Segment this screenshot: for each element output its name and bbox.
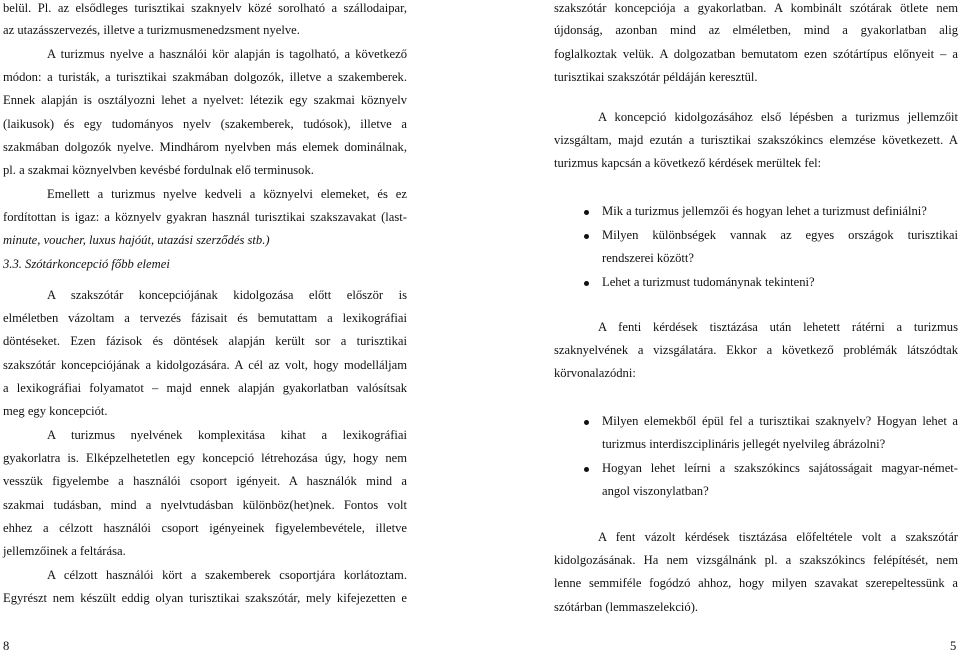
text-line: szakszótár koncepciója a gyakorlatban. A kombinált szótárak ötlete nem — [554, 1, 958, 15]
text-line: A szakszótár koncepciójának kidolgozása előtt először is — [47, 288, 407, 302]
text-line: ehhez a célzott használói csoport igényeinek figyelembevétele, illetve — [3, 521, 407, 535]
text-line: turizmus kapcsán a következő kérdések merültek fel: — [554, 156, 822, 170]
text-line: lenne semmiféle fogódzó ahhoz, hogy milyen szavakat szerepeltessünk a — [554, 576, 958, 590]
list-item: Mik a turizmus jellemzői és hogyan lehet a turizmust definiálni? — [602, 204, 927, 218]
bullet — [584, 467, 589, 472]
text-line: módon: a turisták, a turisztikai szakmában dolgozók, illetve a szakemberek. — [3, 70, 407, 84]
text-line: turizmus interdiszciplináris jellegét nyelvileg ábrázolni? — [602, 437, 886, 451]
text-line: Egyrészt nem készült eddig olyan turisztikai szakszótár, mely kifejezetten e — [3, 591, 407, 605]
text-line: foglalkoztak velük. A dolgozatban bemutatom ezen szótártípus előnyeit – a — [554, 47, 958, 61]
list-item: Lehet a turizmust tudománynak tekinteni? — [602, 275, 815, 289]
text-line: angol viszonylatban? — [602, 484, 709, 498]
text-line: Emellett a turizmus nyelve kedveli a köznyelvi elemeket, és ez — [47, 187, 407, 201]
text-line: turisztikai szakszótár példáján keresztül. — [554, 70, 758, 84]
text-line: A fenti kérdések tisztázása után lehetett rátérni a turizmus — [598, 320, 958, 334]
text-line: (laikusok) és egy tudományos nyelv (szakemberek, tudósok), illetve a — [3, 117, 407, 131]
text-line: szakmában dolgozók nyelve. Mindhárom nyelvben más elemek dominálnak, — [3, 140, 407, 154]
text-line: szakszótár koncepciójának a kidolgozására. A cél az volt, hogy modelláljam — [3, 358, 407, 372]
text-line: minute, voucher, luxus hajóút, utazási szerződés stb.) — [3, 233, 270, 247]
text-line: kidolgozásának. Ha nem vizsgálnánk pl. a szakszókincs felépítését, nem — [554, 553, 958, 567]
text-line: a lexikográfiai folyamatot – majd ennek alapján gyakorlatban valósítsak — [3, 381, 407, 395]
text-line: vesszük figyelembe a használói csoport igényeit. A használók mind a — [3, 474, 407, 488]
bullet — [584, 234, 589, 239]
text-line: A fent vázolt kérdések tisztázása előfeltétele volt a szakszótár — [598, 530, 958, 544]
text-line: jellemzőinek a feltárása. — [3, 544, 126, 558]
bullet — [584, 420, 589, 425]
text-line: körvonalazódni: — [554, 366, 636, 380]
bullet — [584, 210, 589, 215]
text-line: A turizmus nyelve a használói kör alapján is tagolható, a következő — [47, 47, 407, 61]
text-line: döntéseket. Ezen fázisok és döntések alapján került sor a turisztikai — [3, 334, 407, 348]
text-line: A koncepció kidolgozásához első lépésben a turizmus jellemzőit — [598, 110, 958, 124]
text-line: elméletben vázoltam a tervezés fázisait és bemutattam a lexikográfiai — [3, 311, 407, 325]
text-line: szótárban (lemmaszelekció). — [554, 600, 699, 614]
text-line: vizsgáltam, majd ezután a turisztikai szakszókincs elemzése következett. A — [554, 133, 958, 147]
list-item: Milyen elemekből épül fel a turisztikai szaknyelv? Hogyan lehet a — [602, 414, 958, 428]
text-line: szaknyelvének a vizsgálatára. Ekkor a következő problémák látszódtak — [554, 343, 958, 357]
page-number: 8 — [3, 639, 10, 653]
text-line: gyakorlatra is. Elképzelhetetlen egy koncepció létrehozása úgy, hogy nem — [3, 451, 407, 465]
text-line: Ennek alapján is osztályozni lehet a nyelvet: létezik egy szakmai köznyelv — [3, 93, 407, 107]
text-line: újdonság, azonban mind az elméletben, mind a gyakorlatban alig — [554, 23, 958, 37]
text-line: A célzott használói kört a szakemberek csoportjára korlátoztam. — [47, 568, 407, 582]
list-item: Hogyan lehet leírni a szakszókincs sajátosságait magyar-német- — [602, 461, 958, 475]
text-line: A turizmus nyelvének komplexitása kihat a lexikográfiai — [47, 428, 407, 442]
section-heading: 3.3. Szótárkoncepció főbb elemei — [3, 257, 170, 271]
text-line: meg egy koncepciót. — [3, 404, 108, 418]
text-line: rendszerei között? — [602, 251, 694, 265]
text-line: szakmai tudásban, mind a nyelvtudásban különböz(het)nek. Fontos volt — [3, 498, 407, 512]
list-item: Milyen különbségek vannak az egyes országok turisztikai — [602, 228, 958, 242]
page-number: 5 — [950, 639, 957, 653]
text-line: fordítottan is igaz: a köznyelv gyakran használ turisztikai szakszavakat (last- — [3, 210, 407, 224]
text-line: az utazásszervezés, illetve a turizmusmenedzsment nyelve. — [3, 23, 300, 37]
bullet — [584, 281, 589, 286]
text-line: belül. Pl. az elsődleges turisztikai szaknyelv közé sorolható a szállodaipar, — [3, 1, 407, 15]
text-line: pl. a szakmai köznyelvben kevésbé fordulnak elő terminusok. — [3, 163, 314, 177]
